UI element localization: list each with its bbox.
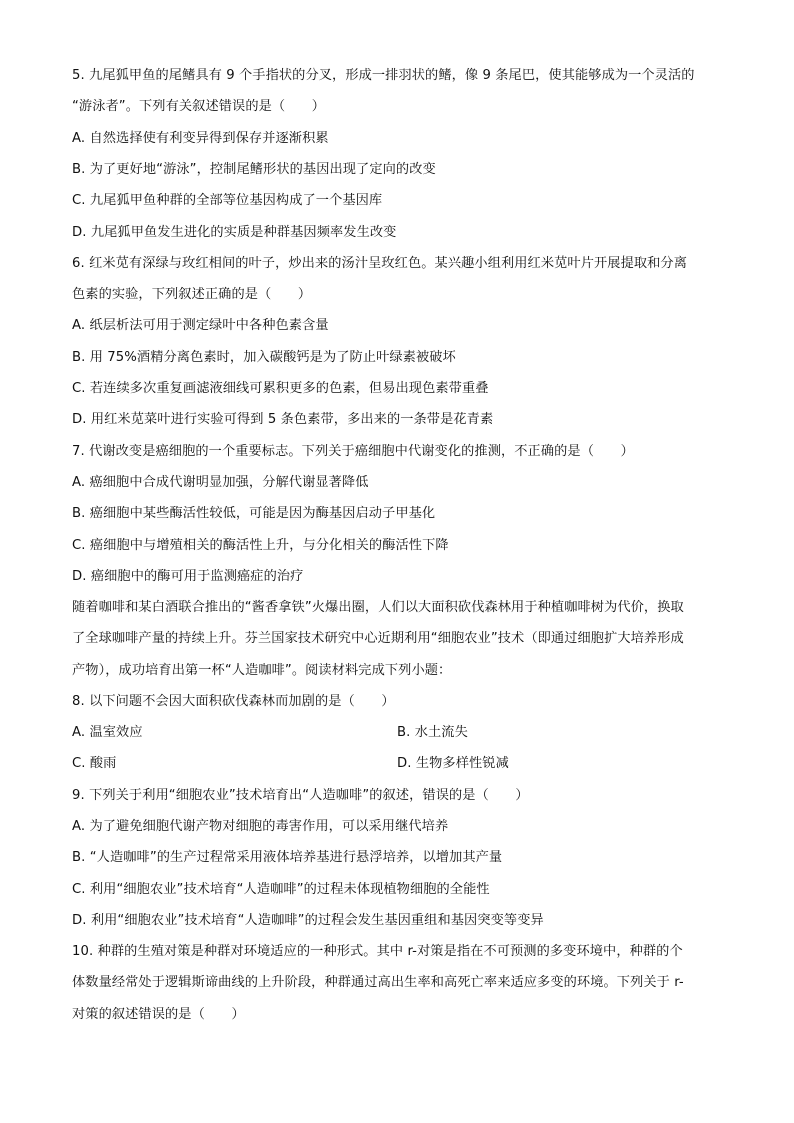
q9-option-d: D. 利用“细胞农业”技术培育“人造咖啡”的过程会发生基因重组和基因突变等变异 bbox=[72, 913, 544, 928]
q5-option-d: D. 九尾狐甲鱼发生进化的实质是种群基因频率发生改变 bbox=[72, 225, 397, 240]
q8-option-a: A. 温室效应 bbox=[72, 725, 143, 740]
q8-option-d: D. 生物多样性锐减 bbox=[397, 756, 509, 771]
q5-option-b: B. 为了更好地“游泳”，控制尾鳍形状的基因出现了定向的改变 bbox=[72, 162, 436, 177]
q6-option-a: A. 纸层析法可用于测定绿叶中各种色素含量 bbox=[72, 318, 329, 333]
q10-stem: 10. 种群的生殖对策是种群对环境适应的一种形式。其中 r-对策是指在不可预测的多变环境中，种群的个 bbox=[72, 944, 683, 959]
passage-line-3: 产物），成功培育出第一杯“人造咖啡”。阅读材料完成下列小题： bbox=[72, 663, 452, 678]
q7-option-b: B. 癌细胞中某些酶活性较低，可能是因为酶基因启动子甲基化 bbox=[72, 506, 436, 521]
q6-option-d: D. 用红米苋菜叶进行实验可得到 5 条色素带，多出来的一条带是花青素 bbox=[72, 412, 494, 427]
q5-option-a: A. 自然选择使有利变异得到保存并逐渐积累 bbox=[72, 131, 329, 146]
q10-stem-end: 对策的叙述错误的是（ ） bbox=[72, 1007, 245, 1022]
q8-stem: 8. 以下问题不会因大面积砍伐森林而加剧的是（ ） bbox=[72, 694, 395, 709]
q6-stem-cont: 色素的实验，下列叙述正确的是（ ） bbox=[72, 287, 312, 302]
q5-stem-cont: “游泳者”。下列有关叙述错误的是（ ） bbox=[72, 99, 326, 114]
q6-option-b: B. 用 75%酒精分离色素时，加入碳酸钙是为了防止叶绿素被破坏 bbox=[72, 350, 456, 365]
q8-option-c: C. 酸雨 bbox=[72, 756, 117, 771]
q7-option-d: D. 癌细胞中的酶可用于监测癌症的治疗 bbox=[72, 569, 304, 584]
q9-option-a: A. 为了避免细胞代谢产物对细胞的毒害作用，可以采用继代培养 bbox=[72, 819, 449, 834]
q6-stem: 6. 红米苋有深绿与玫红相间的叶子，炒出来的汤汁呈玫红色。某兴趣小组利用红米苋叶片开展提取和分离 bbox=[72, 256, 688, 271]
q8-option-b: B. 水土流失 bbox=[397, 725, 468, 740]
q7-option-a: A. 癌细胞中合成代谢明显加强，分解代谢显著降低 bbox=[72, 475, 369, 490]
q5-option-c: C. 九尾狐甲鱼种群的全部等位基因构成了一个基因库 bbox=[72, 193, 383, 208]
q5-stem: 5. 九尾狐甲鱼的尾鳍具有 9 个手指状的分叉，形成一排羽状的鳍，像 9 条尾巴，使其能够成为一个灵活的 bbox=[72, 68, 695, 83]
passage-line-1: 随着咖啡和某白酒联合推出的“酱香拿铁”火爆出圈，人们以大面积砍伐森林用于种植咖啡树为代价，换取 bbox=[72, 600, 684, 615]
q7-option-c: C. 癌细胞中与增殖相关的酶活性上升，与分化相关的酶活性下降 bbox=[72, 538, 449, 553]
q9-option-c: C. 利用“细胞农业”技术培育“人造咖啡”的过程未体现植物细胞的全能性 bbox=[72, 882, 490, 897]
q9-option-b: B. “人造咖啡”的生产过程常采用液体培养基进行悬浮培养，以增加其产量 bbox=[72, 850, 503, 865]
passage-line-2: 了全球咖啡产量的持续上升。芬兰国家技术研究中心近期利用“细胞农业”技术（即通过细胞扩大培养形成 bbox=[72, 631, 684, 646]
q7-stem: 7. 代谢改变是癌细胞的一个重要标志。下列关于癌细胞中代谢变化的推测，不正确的是（ ） bbox=[72, 444, 634, 459]
q9-stem: 9. 下列关于利用“细胞农业”技术培育出“人造咖啡”的叙述，错误的是（ ） bbox=[72, 788, 529, 803]
q6-option-c: C. 若连续多次重复画滤液细线可累积更多的色素，但易出现色素带重叠 bbox=[72, 381, 489, 396]
q10-stem-cont: 体数量经常处于逻辑斯谛曲线的上升阶段，种群通过高出生率和高死亡率来适应多变的环境。下列关于 r- bbox=[72, 975, 684, 990]
